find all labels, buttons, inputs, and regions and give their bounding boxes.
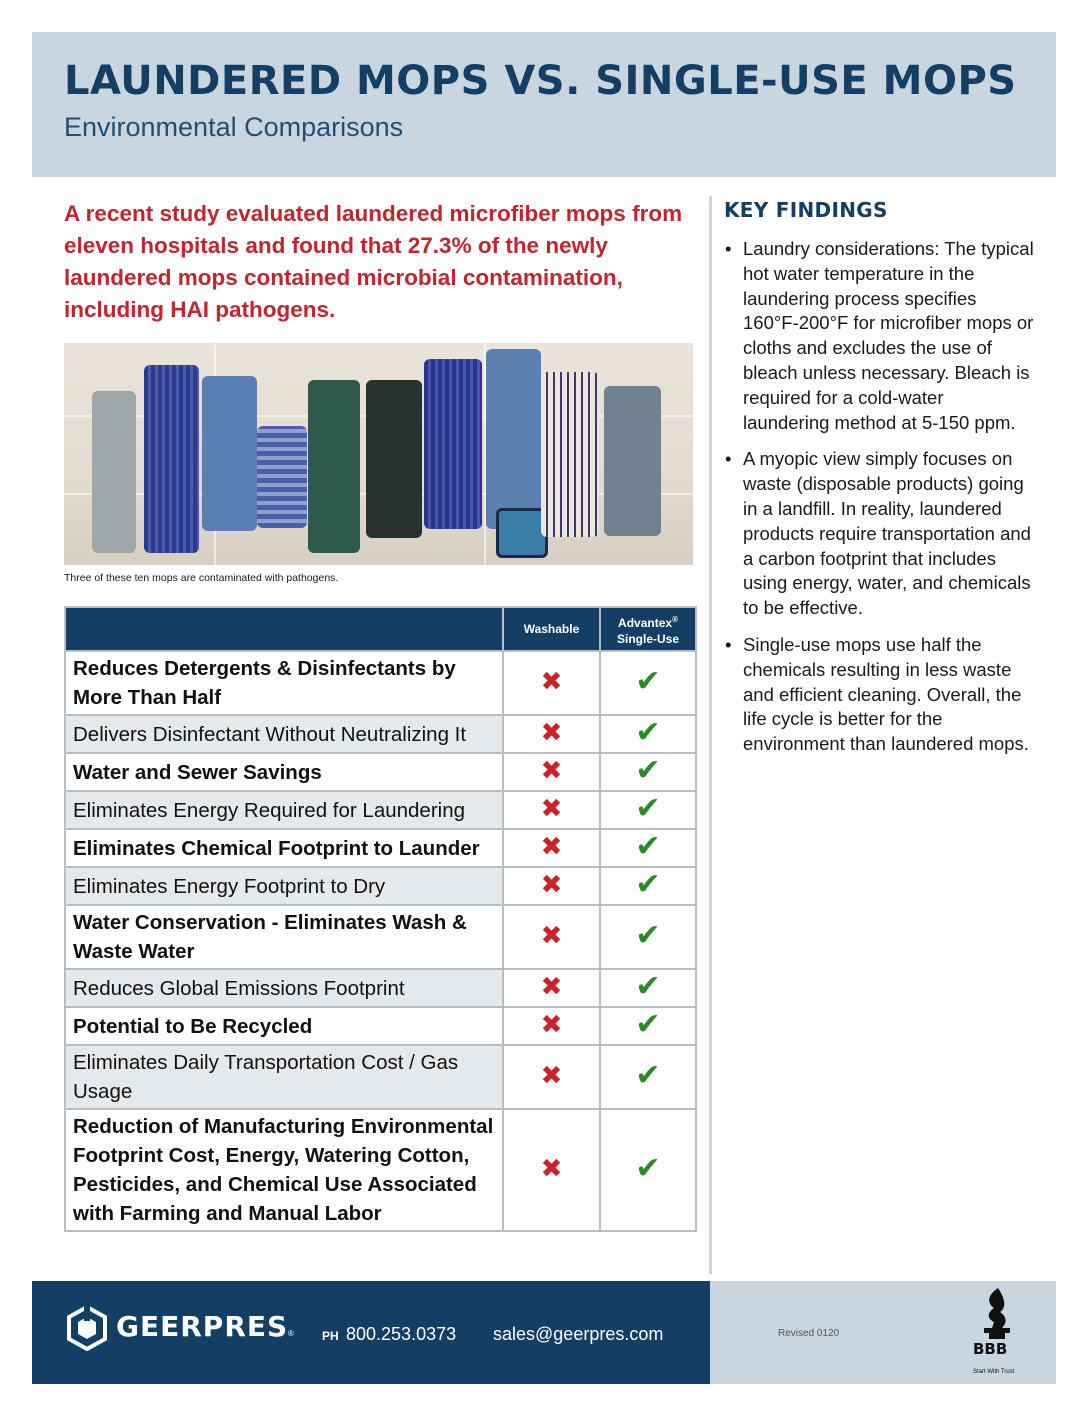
bullet-icon: • [725, 633, 732, 655]
list-item [724, 633, 1034, 757]
table-row [65, 1109, 696, 1231]
table-row [65, 829, 696, 867]
single-use-cell [600, 1007, 696, 1045]
single-use-cell [600, 867, 696, 905]
check-mark-icon: ✔ [635, 867, 661, 902]
table-header-row [65, 607, 696, 651]
geerpres-hex-logo-icon [65, 1305, 109, 1351]
check-mark-icon: ✔ [635, 664, 661, 699]
single-use-cell [600, 715, 696, 753]
finding-text: Laundry considerations: The typical hot water temperature in the laundering process specifies 160°F-200°F for microfiber mops or cloths and excludes the use of bleach unless necessary. Bleach is required for a cold-water laundering method at 5-150 ppm. [743, 238, 1034, 433]
single-use-cell [600, 651, 696, 715]
washable-cell [503, 905, 600, 969]
check-mark-icon: ✔ [635, 1007, 661, 1042]
email-link[interactable]: sales@geerpres.com [493, 1324, 664, 1344]
finding-text: A myopic view simply focuses on waste (disposable products) going in a landfill. In reality, laundered products require transportation and a carbon footprint that includes using energy, water, and chemicals to be effective. [743, 448, 1031, 619]
key-findings-title: KEY FINDINGS [724, 198, 888, 222]
table-row [65, 969, 696, 1007]
check-mark-icon: ✔ [635, 791, 661, 826]
check-mark-icon: ✔ [635, 1151, 661, 1186]
check-mark-icon: ✔ [635, 969, 661, 1004]
mop-patterned [257, 426, 307, 528]
feature-cell: Potential to Be Recycled [65, 1007, 503, 1045]
x-mark-icon: ✖ [540, 1010, 563, 1040]
washable-column-header: Washable [503, 607, 600, 651]
mop-navy-striped [144, 365, 199, 553]
single-use-cell [600, 753, 696, 791]
single-use-cell [600, 791, 696, 829]
column-divider [709, 196, 712, 1274]
washable-cell [503, 1007, 600, 1045]
feature-cell: Delivers Disinfectant Without Neutralizing It [65, 715, 503, 753]
mop-white-striped [541, 372, 599, 537]
single-use-cell [600, 829, 696, 867]
washable-cell [503, 829, 600, 867]
intro-statement: A recent study evaluated laundered microfiber mops from eleven hospitals and found that 27.3% of the newly laundered mops contained microbial contamination, including HAI pathogens. [64, 201, 683, 322]
finding-text: Single-use mops use half the chemicals resulting in less waste and efficient cleaning. Overall, the life cycle is better for the environment than laundered mops. [743, 633, 1029, 755]
x-mark-icon: ✖ [540, 718, 563, 748]
washable-cell [503, 867, 600, 905]
table-row [65, 1045, 696, 1109]
feature-cell: Reduction of Manufacturing Environmental Footprint Cost, Energy, Watering Cotton, Pesticides, and Chemical Use Associated with Farming and Manual Labor [65, 1109, 503, 1231]
feature-column-header [65, 607, 503, 651]
mop-blue [486, 349, 541, 529]
table-row [65, 1007, 696, 1045]
table-row [65, 651, 696, 715]
feature-cell: Water Conservation - Eliminates Wash & Waste Water [65, 905, 503, 969]
washable-cell [503, 651, 600, 715]
table-row [65, 715, 696, 753]
check-mark-icon: ✔ [635, 753, 661, 788]
bullet-icon: • [725, 238, 732, 259]
phone-number[interactable]: 800.253.0373 [346, 1324, 457, 1344]
feature-cell: Reduces Global Emissions Footprint [65, 969, 503, 1007]
check-mark-icon: ✔ [635, 829, 661, 864]
table-row [65, 753, 696, 791]
single-use-cell [600, 969, 696, 1007]
check-mark-icon: ✔ [635, 715, 661, 750]
registered-mark: ® [288, 1329, 294, 1338]
geerpres-logo-text: GEERPRES [116, 1310, 289, 1343]
list-item [724, 237, 1034, 435]
bbb-tagline: Start With Trust [973, 1369, 1015, 1375]
page-title: LAUNDERED MOPS VS. SINGLE-USE MOPS [64, 58, 1017, 104]
bbb-logo-text: BBB [973, 1340, 1008, 1358]
x-mark-icon: ✖ [540, 921, 563, 951]
table-row [65, 905, 696, 969]
feature-cell: Eliminates Daily Transportation Cost / Gas Usage [65, 1045, 503, 1109]
single-use-label: Single-Use [616, 631, 679, 646]
mop-gray [92, 391, 136, 553]
x-mark-icon: ✖ [540, 832, 563, 862]
table-row [65, 867, 696, 905]
key-findings-list [724, 237, 1034, 769]
feature-cell: Reduces Detergents & Disinfectants by More Than Half [65, 651, 503, 715]
mop-slate [604, 386, 661, 536]
header-band [32, 32, 1056, 177]
page-subtitle: Environmental Comparisons [64, 112, 404, 142]
revised-date: Revised 0120 [778, 1328, 840, 1339]
phone-label: PH [322, 1329, 339, 1343]
mop-light-blue [202, 376, 257, 531]
table-row [65, 791, 696, 829]
washable-cell [503, 1045, 600, 1109]
washable-cell [503, 969, 600, 1007]
advantex-column-header [600, 607, 696, 651]
washable-cell [503, 1109, 600, 1231]
comparison-table [64, 606, 697, 1232]
bullet-icon: • [725, 448, 732, 470]
x-mark-icon: ✖ [540, 1154, 563, 1184]
x-mark-icon: ✖ [540, 756, 563, 786]
mop-navy-striped-2 [424, 359, 482, 529]
x-mark-icon: ✖ [540, 972, 563, 1002]
list-item [724, 447, 1034, 621]
footer-contact-band [32, 1281, 710, 1384]
mop-green [308, 380, 360, 553]
photo-caption: Three of these ten mops are contaminated with pathogens. [64, 572, 339, 584]
feature-cell: Eliminates Chemical Footprint to Launder [65, 829, 503, 867]
x-mark-icon: ✖ [540, 667, 563, 697]
check-mark-icon: ✔ [635, 1058, 661, 1093]
washable-cell [503, 715, 600, 753]
feature-cell: Eliminates Energy Footprint to Dry [65, 867, 503, 905]
x-mark-icon: ✖ [540, 870, 563, 900]
feature-cell: Eliminates Energy Required for Laundering [65, 791, 503, 829]
single-use-cell [600, 1109, 696, 1231]
mop-dark-green [366, 380, 422, 538]
single-use-cell [600, 1045, 696, 1109]
registered-mark: ® [672, 614, 678, 624]
x-mark-icon: ✖ [540, 794, 563, 824]
footer-bbb-band [710, 1281, 1056, 1384]
feature-cell: Water and Sewer Savings [65, 753, 503, 791]
washable-cell [503, 753, 600, 791]
mops-photo [64, 343, 693, 565]
x-mark-icon: ✖ [540, 1061, 563, 1091]
single-use-cell [600, 905, 696, 969]
advantex-label: Advantex [618, 615, 673, 630]
check-mark-icon: ✔ [635, 918, 661, 953]
washable-cell [503, 791, 600, 829]
